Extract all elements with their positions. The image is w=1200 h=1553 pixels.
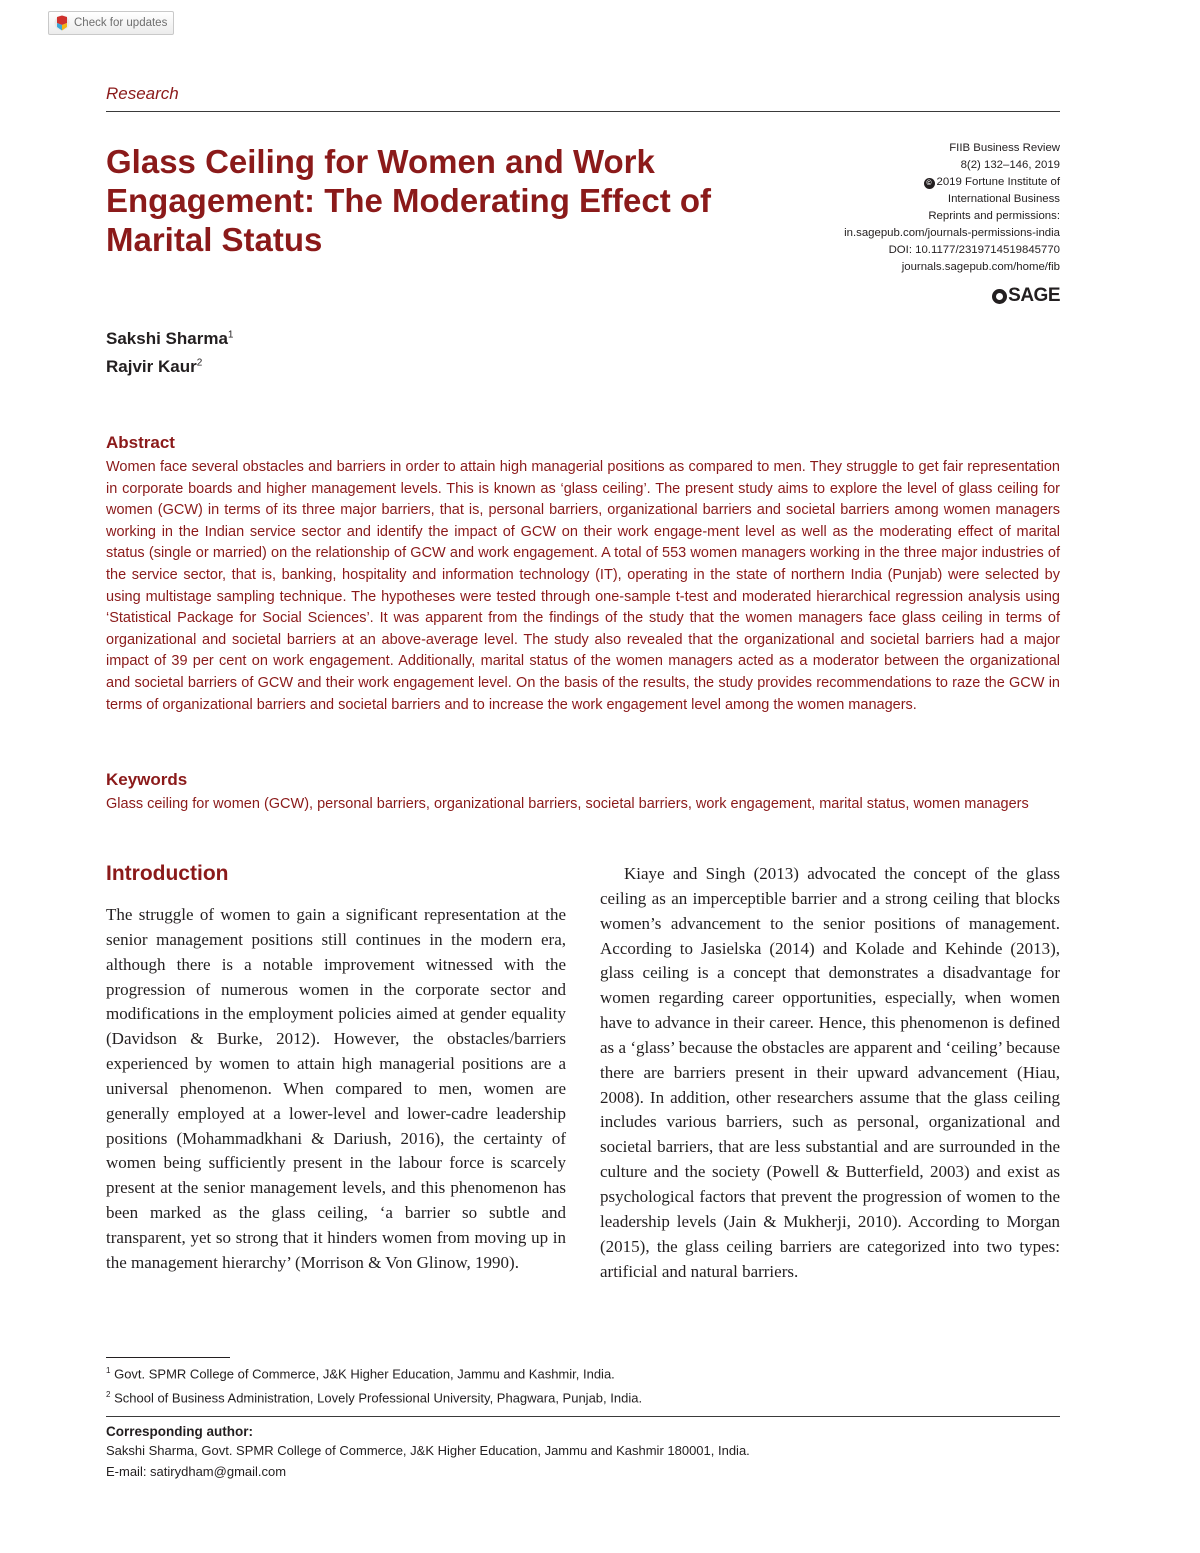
footnote-2: $^2$ School of Business Administration, Lovely Professional University, Phagwara, Punjab, India. xyxy=(106,1390,643,1406)
introduction-heading: Introduction xyxy=(106,862,229,885)
author-1: Sakshi Sharma$^1$ xyxy=(106,329,234,348)
footnote-1: $^1$ Govt. SPMR College of Commerce, J&K Higher Education, Jammu and Kashmir, India. xyxy=(106,1366,615,1382)
journal-name: FIIB Business Review xyxy=(949,142,1060,154)
copyright-line: © 2019 Fortune Institute of xyxy=(844,174,1060,191)
keywords-text: Glass ceiling for women (GCW), personal barriers, organizational barriers, societal barriers, work engagement, marital status, women managers xyxy=(106,796,1029,812)
corresponding-address: Sakshi Sharma, Govt. SPMR College of Commerce, J&K Higher Education, Jammu and Kashmir 180001, India. xyxy=(106,1443,750,1458)
crossmark-icon xyxy=(54,15,70,31)
article-title: Glass Ceiling for Women and Work Engagement: The Moderating Effect of Marital Status xyxy=(106,143,712,258)
corresponding-rule xyxy=(106,1416,1060,1417)
check-for-updates-button[interactable] xyxy=(48,11,174,35)
abstract-heading: Abstract xyxy=(106,433,175,452)
header-rule xyxy=(106,111,1060,112)
sage-logo: SAGE xyxy=(992,285,1060,307)
check-for-updates-label: Check for updates xyxy=(74,17,168,29)
journal-info xyxy=(844,140,1060,276)
introduction-right-column: Kiaye and Singh (2013) advocated the concept of the glass ceiling as an imperceptible barrier and a strong ceiling that blocks women’s advancement to the senior positions of management. According to Jasielska (2014) and Kolade and Kehinde (2013), glass ceiling is a concept that demonstrates a disadvantage for women regarding career opportunities, especially, when women have to advance in their career. Hence, this phenomenon is defined as a ‘glass’ because the obstacles are apparent and ‘ceiling’ because there are barriers present in their upward advancement (Hiau, 2008). In addition, other researchers assume that the glass ceiling includes various barriers, such as personal, organizational and societal barriers, that are less substantial and are surrounded in the culture and the society (Powell & Butterfield, 2003) and exist as psychological factors that prevent the progression of women to the leadership levels (Jain & Mukherji, 2010). According to Morgan (2015), the glass ceiling barriers are categorized into two types: artificial and natural barriers. xyxy=(600,864,1060,1281)
keywords-heading: Keywords xyxy=(106,770,188,789)
corresponding-heading: Corresponding author: xyxy=(106,1424,253,1439)
reprints-label: Reprints and permissions: xyxy=(928,210,1060,222)
introduction-left-column: The struggle of women to gain a significant representation at the senior management positions still continues in the modern era, although there is a notable improvement witnessed with the progression of numerous women in the corporate sector and modifications in the employment policies aimed at gender equality (Davidson & Burke, 2012). However, the obstacles/barriers experienced by women to attain high managerial positions are a universal phenomenon. When compared to men, women are generally employed at a lower-level and lower-cadre leadership positions (Mohammadkhani & Dariush, 2016), the certainty of women being sufficiently present in the labour force is scarcely present at the senior management levels, and this phenomenon has been marked as the glass ceiling, ‘a barrier so subtle and transparent, yet so strong that it hinders women from moving up in the management hierarchy’ (Morrison & Von Glinow, 1990). xyxy=(106,905,566,1272)
sage-logo-icon xyxy=(992,289,1007,304)
corresponding-email[interactable]: E-mail: satirydham@gmail.com xyxy=(106,1464,287,1479)
copyright-icon: © xyxy=(924,178,935,189)
section-label: Research xyxy=(106,84,179,103)
journal-volume: 8(2) 132–146, 2019 xyxy=(960,159,1060,171)
reprints-link[interactable]: in.sagepub.com/journals-permissions-india xyxy=(844,227,1060,239)
author-2: Rajvir Kaur$^2$ xyxy=(106,357,203,376)
footnote-rule xyxy=(106,1357,230,1358)
copyright-line-2: International Business xyxy=(947,193,1060,205)
journal-link[interactable]: journals.sagepub.com/home/fib xyxy=(901,261,1060,273)
abstract-text: Women face several obstacles and barriers in order to attain high managerial positions as compared to men. They struggle to get fair representation in corporate boards and higher management levels. This is known as ‘glass ceiling’. The present study aims to explore the level of glass ceiling for women (GCW) in terms of its three major barriers, that is, personal barriers, organizational barriers and societal barriers among women managers working in the Indian service sector and identify the impact of GCW on their work engage-ment level as well as the moderating effect of marital status (single or married) on the relationship of GCW and work engagement. A total of 553 women managers working in the three major industries of the service sector, that is, banking, hospitality and information technology (IT), operating in the state of northern India (Punjab) were selected by using multistage sampling technique. The hypotheses were tested through one-sample t-test and moderated hierarchical regression analysis using ‘Statistical Package for Social Sciences’. It was apparent from the findings of the study that the women managers face glass ceiling in terms of organizational and societal barriers at an above-average level. The study also revealed that the organizational and societal barriers had a major impact of 39 per cent on work engagement. Additionally, marital status of the women managers acted as a moderator between the organizational and societal barriers of GCW and their work engagement level. On the basis of the results, the study provides recommendations to raze the GCW in terms of organizational barriers and societal barriers and to increase the work engagement level among the women managers. xyxy=(106,459,1060,713)
doi-link[interactable]: DOI: 10.1177/2319714519845770 xyxy=(888,244,1060,256)
